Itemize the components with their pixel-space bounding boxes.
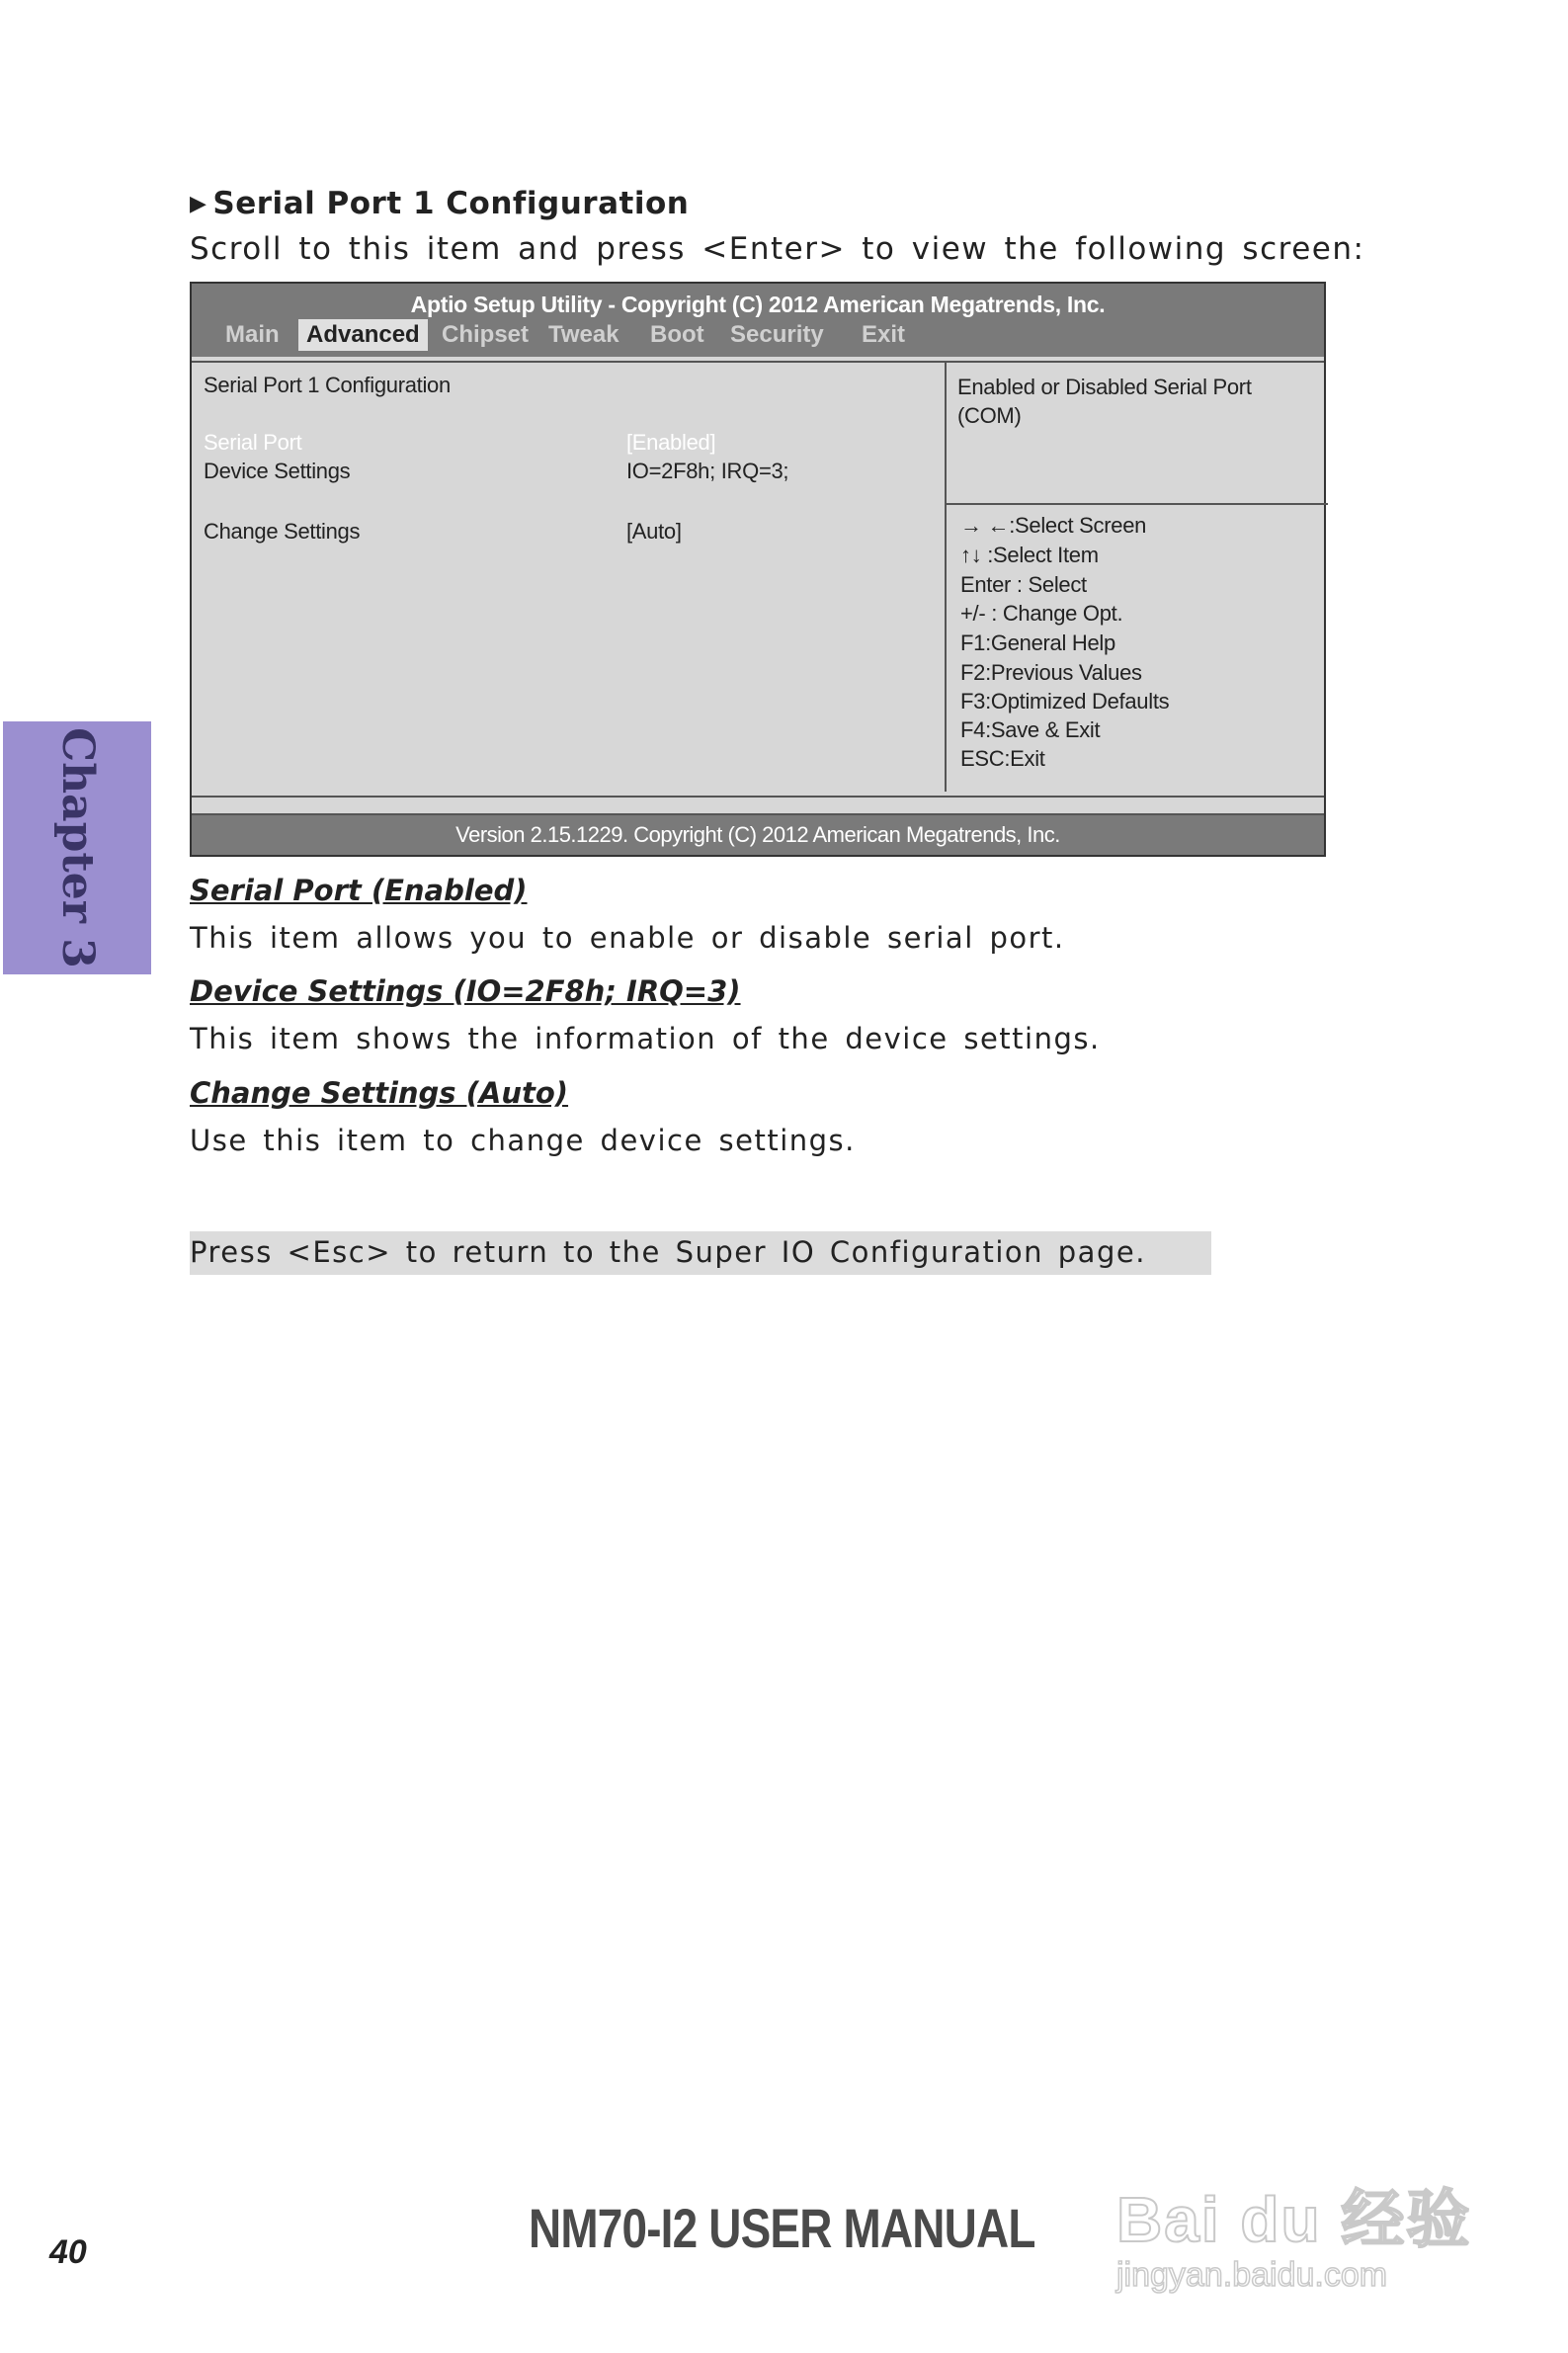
intro-text: Scroll to this item and press <Enter> to view the following screen:	[190, 231, 1365, 267]
tab-advanced[interactable]: Advanced	[298, 319, 428, 351]
bios-footer: Version 2.15.1229. Copyright (C) 2012 American Megatrends, Inc.	[192, 815, 1324, 855]
bios-page-heading: Serial Port 1 Configuration	[204, 373, 451, 397]
setting-serial-port-value[interactable]: [Enabled]	[626, 430, 716, 455]
key-esc-exit: ESC:Exit	[960, 746, 1045, 771]
desc-heading-device-settings: Device Settings (IO=2F8h; IRQ=3)	[190, 974, 741, 1008]
key-enter-select: Enter : Select	[960, 572, 1087, 597]
key-select-item: ↑↓ :Select Item	[960, 543, 1099, 567]
tab-exit[interactable]: Exit	[862, 321, 906, 348]
help-text-line2: (COM)	[957, 403, 1022, 428]
chapter-tab	[3, 721, 151, 974]
setting-device-settings: Device Settings	[204, 459, 351, 483]
key-change-opt: +/- : Change Opt.	[960, 601, 1123, 626]
watermark-line1: Bai du 经验	[1116, 2184, 1472, 2255]
tab-main[interactable]: Main	[225, 321, 280, 348]
watermark-line2: jingyan.baidu.com	[1116, 2256, 1388, 2294]
key-save-exit: F4:Save & Exit	[960, 717, 1101, 742]
chapter-label: Chapter 3	[52, 727, 103, 968]
bios-title: Aptio Setup Utility - Copyright (C) 2012 American Megatrends, Inc.	[410, 292, 1106, 317]
panel-divider	[945, 363, 947, 792]
desc-text-device-settings: This item shows the information of the device settings.	[190, 1022, 1101, 1055]
bios-lower-rule	[192, 796, 1324, 798]
triangle-marker-icon: ▶	[190, 192, 207, 216]
bios-tab-bar	[192, 319, 1324, 351]
tab-tweak[interactable]: Tweak	[548, 321, 619, 348]
setting-change-settings[interactable]: Change Settings	[204, 519, 361, 544]
key-previous-values: F2:Previous Values	[960, 660, 1142, 685]
section-title: Serial Port 1 Configuration	[212, 186, 690, 221]
desc-text-serial-port: This item allows you to enable or disable serial port.	[190, 921, 1065, 955]
key-select-screen: → ←:Select Screen	[960, 513, 1147, 538]
key-general-help: F1:General Help	[960, 630, 1115, 655]
note-text: Press <Esc> to return to the Super IO Configuration page.	[190, 1235, 1146, 1269]
bios-screen	[190, 282, 1326, 857]
desc-heading-change-settings: Change Settings (Auto)	[190, 1076, 569, 1110]
setting-device-settings-value: IO=2F8h; IRQ=3;	[626, 459, 789, 483]
manual-title: NM70-I2 USER MANUAL	[529, 2197, 1035, 2259]
bios-top-rule	[192, 361, 1324, 363]
key-optimized-defaults: F3:Optimized Defaults	[960, 689, 1170, 714]
baidu-watermark-logo	[1116, 2159, 1472, 2308]
help-divider	[947, 503, 1328, 505]
section-heading	[190, 186, 689, 221]
desc-heading-serial-port: Serial Port (Enabled)	[190, 874, 528, 907]
tab-chipset[interactable]: Chipset	[442, 321, 530, 348]
setting-change-settings-value[interactable]: [Auto]	[626, 519, 682, 544]
page-number: 40	[49, 2233, 87, 2271]
tab-boot[interactable]: Boot	[650, 321, 704, 348]
tab-security[interactable]: Security	[730, 321, 824, 348]
desc-text-change-settings: Use this item to change device settings.	[190, 1124, 856, 1157]
setting-serial-port[interactable]: Serial Port	[204, 430, 302, 455]
bios-header	[192, 284, 1324, 357]
help-text-line1: Enabled or Disabled Serial Port	[957, 375, 1252, 399]
